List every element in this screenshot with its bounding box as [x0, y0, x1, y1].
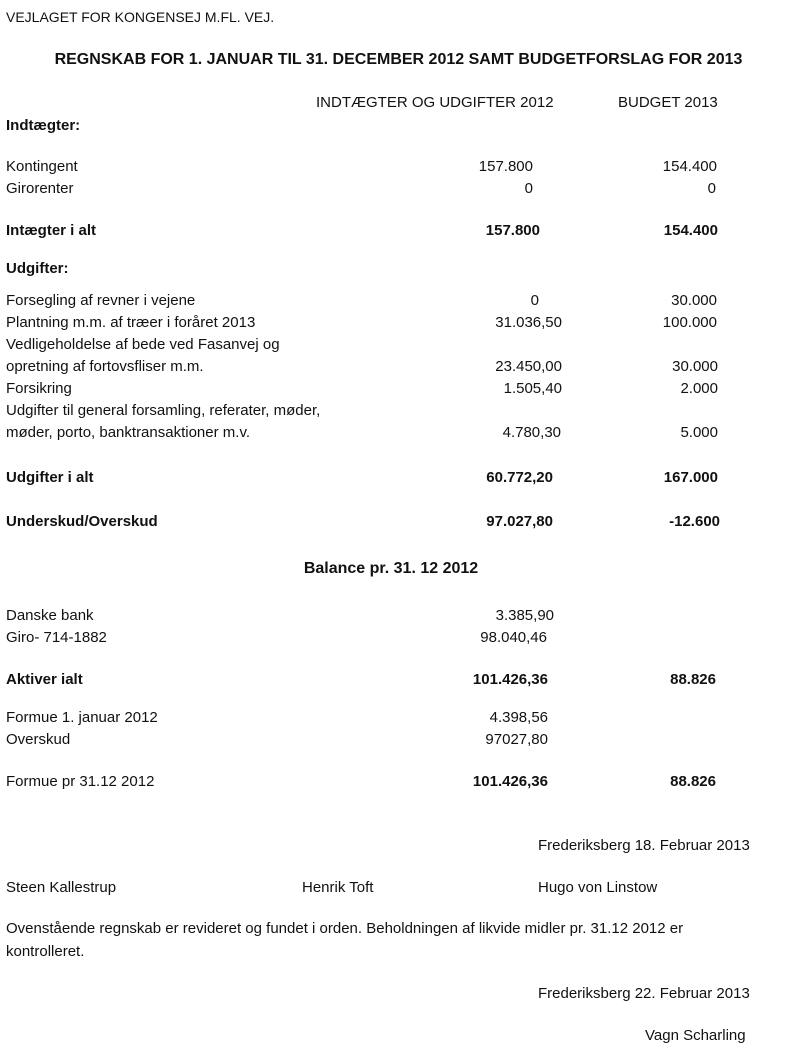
income-row-actual: 0 [524, 180, 533, 197]
income-heading: Indtægter: [6, 117, 81, 134]
expense-row-label: Forsegling af revner i vejene [6, 292, 196, 309]
expense-row-label: Forsikring [6, 380, 72, 397]
equity-row-value: 4.398,56 [489, 709, 548, 726]
equity-row-value: 97027,80 [485, 731, 548, 748]
equity-total-value: 101.426,36 [472, 773, 548, 790]
result-actual: 97.027,80 [486, 513, 553, 530]
expenses-total-budget: 167.000 [663, 469, 718, 486]
income-row-budget: 154.400 [662, 158, 717, 175]
expense-row-actual: 0 [530, 292, 539, 309]
equity-total-label: Formue pr 31.12 2012 [6, 773, 155, 790]
expense-row-actual: 1.505,40 [503, 380, 562, 397]
balance-row-label: Giro- 714-1882 [6, 629, 107, 646]
assets-total-label: Aktiver ialt [6, 671, 83, 688]
expense-row-label: Udgifter til general forsamling, referater, møder, [6, 402, 321, 419]
income-row-label: Girorenter [6, 180, 74, 197]
result-label: Underskud/Overskud [6, 513, 158, 530]
expense-row-budget: 100.000 [662, 314, 717, 331]
result-budget: -12.600 [669, 513, 720, 530]
column-header-actual: INDTÆGTER OG UDGIFTER 2012 [316, 94, 554, 111]
signer-name: Hugo von Linstow [538, 879, 658, 896]
expenses-heading: Udgifter: [6, 260, 69, 277]
expense-row-budget: 2.000 [680, 380, 718, 397]
expense-row-label-continued: møder, porto, banktransaktioner m.v. [6, 424, 250, 441]
audit-statement-line: Ovenstående regnskab er revideret og fundet i orden. Beholdningen af likvide midler pr. 31.12 2012 er [6, 920, 684, 937]
auditor-name: Vagn Scharling [645, 1027, 746, 1044]
association-name: VEJLAGET FOR KONGENSEJ M.FL. VEJ. [6, 9, 275, 25]
expense-row-label: Vedligeholdelse af bede ved Fasanvej og [6, 336, 280, 353]
income-total-actual: 157.800 [485, 222, 540, 239]
signer-name: Steen Kallestrup [6, 879, 117, 896]
expense-row-actual: 4.780,30 [502, 424, 561, 441]
balance-row-value: 98.040,46 [480, 629, 547, 646]
expense-row-budget: 30.000 [672, 358, 718, 375]
income-row-budget: 0 [707, 180, 716, 197]
expense-row-actual: 31.036,50 [495, 314, 562, 331]
expenses-total-label: Udgifter i alt [6, 469, 94, 486]
equity-total-budget: 88.826 [670, 773, 716, 790]
equity-row-label: Overskud [6, 731, 71, 748]
signer-name: Henrik Toft [302, 879, 374, 896]
signing-date: Frederiksberg 18. Februar 2013 [538, 837, 750, 854]
document-title: REGNSKAB FOR 1. JANUAR TIL 31. DECEMBER 2012 SAMT BUDGETFORSLAG FOR 2013 [54, 51, 743, 68]
equity-row-label: Formue 1. januar 2012 [6, 709, 158, 726]
income-total-label: Intægter i alt [6, 222, 97, 239]
audit-date: Frederiksberg 22. Februar 2013 [538, 985, 750, 1002]
balance-row-label: Danske bank [6, 607, 94, 624]
assets-total-budget: 88.826 [670, 671, 716, 688]
expense-row-budget: 5.000 [680, 424, 718, 441]
audit-statement-line: kontrolleret. [6, 943, 85, 960]
expense-row-label-continued: opretning af fortovsfliser m.m. [6, 358, 204, 375]
income-total-budget: 154.400 [663, 222, 718, 239]
column-header-budget: BUDGET 2013 [618, 94, 718, 111]
expense-row-budget: 30.000 [671, 292, 717, 309]
assets-total-value: 101.426,36 [472, 671, 548, 688]
expense-row-actual: 23.450,00 [495, 358, 562, 375]
income-row-actual: 157.800 [478, 158, 533, 175]
income-row-label: Kontingent [6, 158, 78, 175]
expense-row-label: Plantning m.m. af træer i foråret 2013 [6, 314, 256, 331]
balance-row-value: 3.385,90 [495, 607, 554, 624]
expenses-total-actual: 60.772,20 [486, 469, 553, 486]
balance-heading: Balance pr. 31. 12 2012 [303, 560, 479, 577]
